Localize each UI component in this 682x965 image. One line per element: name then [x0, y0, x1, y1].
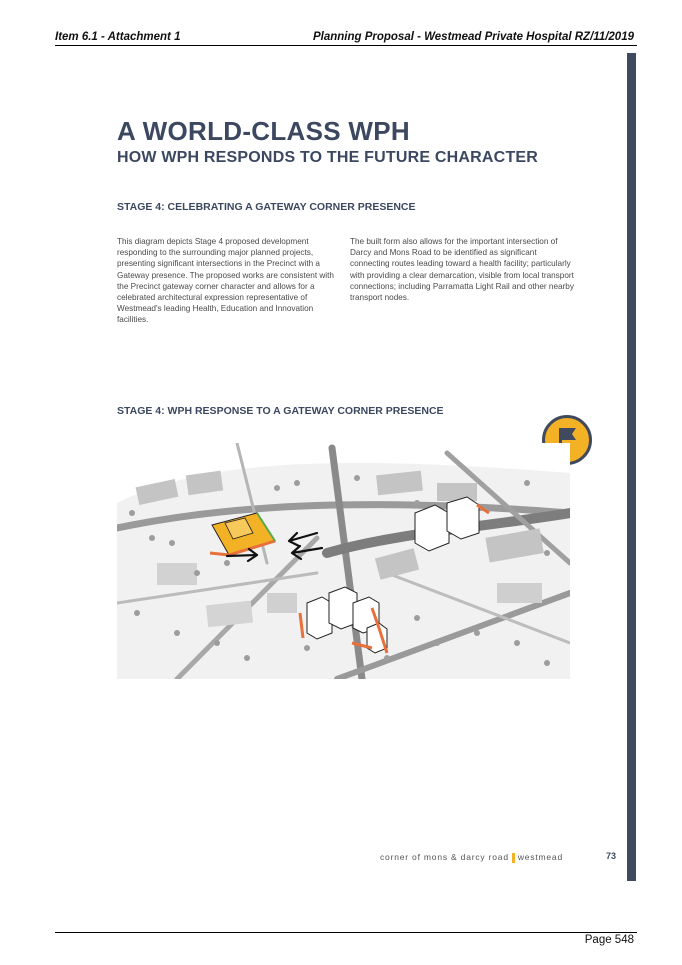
header-attachment-label: Item 6.1 - Attachment 1	[55, 31, 181, 43]
header-document-title: Planning Proposal - Westmead Private Hospital RZ/11/2019	[312, 31, 634, 43]
page-title: A WORLD-CLASS WPH	[117, 116, 410, 146]
side-accent-bar	[627, 53, 636, 881]
inner-page-number: 73	[606, 851, 617, 861]
paragraph-right: The built form also allows for the important intersection of Darcy and Mons Road to be identified as significant connecting routes leading toward a health facility; particularly with providing a clear demarcation, visible from local transport connections; including Parramatta Light Rail and other nearby transport nodes.	[350, 237, 574, 303]
footer-divider	[55, 932, 637, 933]
footer-text	[380, 852, 563, 863]
page-number: Page 548	[584, 934, 634, 946]
footer-suburb: westmead	[517, 852, 563, 862]
gateway-corner-map	[117, 443, 570, 679]
section-heading-stage4: STAGE 4: CELEBRATING A GATEWAY CORNER PRESENCE	[117, 201, 416, 213]
section-heading-response: STAGE 4: WPH RESPONSE TO A GATEWAY CORNER PRESENCE	[117, 405, 444, 417]
footer-location: corner of mons & darcy road	[380, 852, 509, 862]
page-subtitle: HOW WPH RESPONDS TO THE FUTURE CHARACTER	[117, 149, 539, 166]
header-divider	[55, 45, 637, 46]
footer-separator	[512, 853, 515, 863]
paragraph-left: This diagram depicts Stage 4 proposed development responding to the surrounding major planned projects, presenting significant intersections in the Precinct with a Gateway presence. The proposed works are consistent with the Precinct gateway corner character and allows for a celebrated architectural expression representative of Westmead's leading Health, Education and Innovation facilities.	[117, 237, 334, 325]
